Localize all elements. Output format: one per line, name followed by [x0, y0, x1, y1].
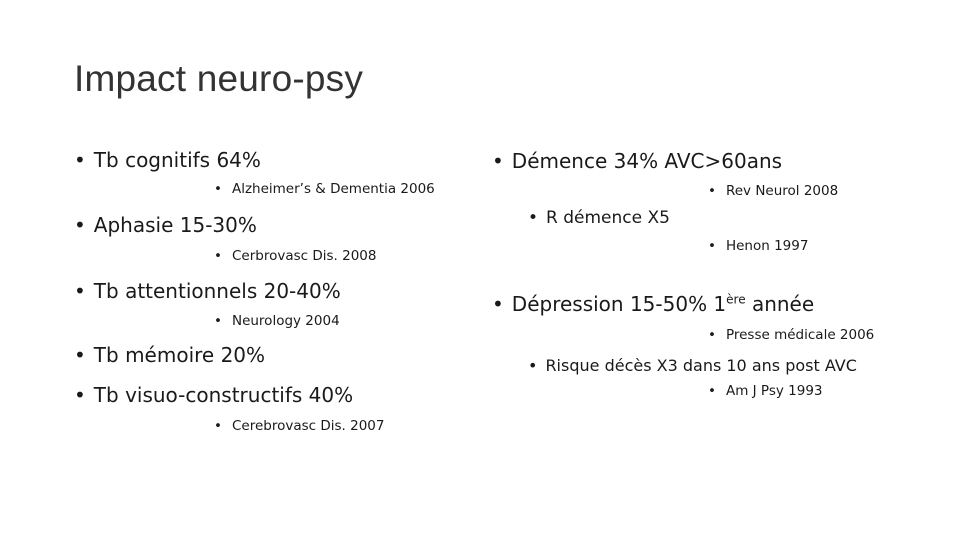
- bullet: •: [708, 383, 716, 399]
- list-item: [74, 279, 341, 303]
- bullet: •: [708, 183, 716, 199]
- list-item: [74, 383, 353, 407]
- item-text-after: année: [745, 292, 815, 316]
- item-text: Neurology 2004: [231, 313, 340, 329]
- list-item: [492, 292, 814, 316]
- list-item: [528, 356, 857, 375]
- item-text: Am J Psy 1993: [725, 383, 823, 399]
- list-item: [214, 313, 340, 329]
- bullet: •: [708, 327, 716, 343]
- bullet: •: [74, 213, 86, 237]
- list-item: [74, 213, 257, 237]
- bullet: •: [214, 313, 222, 329]
- item-text: Henon 1997: [725, 238, 809, 254]
- list-item: [214, 248, 376, 264]
- item-text: Démence 34% AVC>60ans: [511, 149, 783, 173]
- list-item: [214, 181, 435, 197]
- list-item: [708, 383, 823, 399]
- list-item: [708, 238, 808, 254]
- bullet: •: [492, 292, 504, 316]
- item-text: Rev Neurol 2008: [725, 183, 839, 199]
- bullet: •: [492, 149, 504, 173]
- item-text-before: Dépression 15-50% 1: [511, 292, 727, 316]
- item-text: Tb mémoire 20%: [93, 343, 266, 367]
- bullet: •: [214, 248, 222, 264]
- slide-title: Impact neuro-psy: [74, 58, 364, 99]
- list-item: [492, 149, 782, 173]
- bullet: •: [74, 148, 86, 172]
- bullet: •: [528, 208, 539, 228]
- bullet: •: [214, 181, 222, 197]
- item-text: R démence X5: [546, 208, 670, 228]
- list-item: [74, 148, 261, 172]
- bullet: •: [74, 279, 86, 303]
- bullet: •: [74, 383, 86, 407]
- item-text: Alzheimer’s & Dementia 2006: [231, 181, 435, 197]
- list-item: [214, 418, 384, 434]
- list-item: [708, 183, 838, 199]
- superscript: ère: [726, 292, 746, 307]
- list-item: [708, 327, 874, 343]
- bullet: •: [214, 418, 222, 434]
- bullet: •: [74, 343, 86, 367]
- bullet: •: [528, 356, 538, 375]
- item-text: Cerbrovasc Dis. 2008: [231, 248, 377, 264]
- item-text: Tb cognitifs 64%: [93, 148, 261, 172]
- list-item: [528, 208, 670, 228]
- item-text: Tb visuo-constructifs 40%: [93, 383, 354, 407]
- item-text: Cerebrovasc Dis. 2007: [231, 418, 385, 434]
- item-text: Risque décès X3 dans 10 ans post AVC: [545, 356, 857, 375]
- item-text: Tb attentionnels 20-40%: [93, 279, 341, 303]
- bullet: •: [708, 238, 716, 254]
- list-item: [74, 343, 265, 367]
- item-text: Presse médicale 2006: [725, 327, 875, 343]
- item-text: Aphasie 15-30%: [93, 213, 257, 237]
